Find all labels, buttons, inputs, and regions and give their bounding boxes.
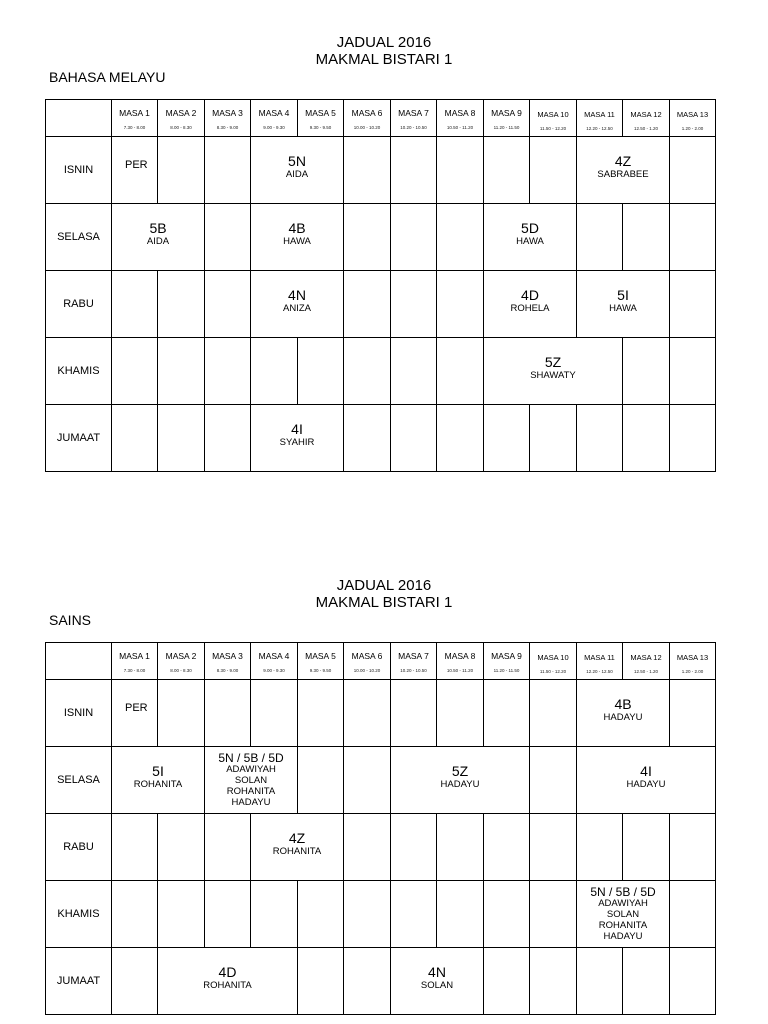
day-row-khamis bbox=[46, 881, 716, 948]
slot-cell bbox=[298, 948, 344, 1015]
day-row-selasa bbox=[46, 747, 716, 814]
slot-cell bbox=[112, 881, 158, 948]
slot-cell bbox=[205, 680, 251, 747]
period-header: MASA 5 9.30 - 9.50 bbox=[298, 100, 344, 137]
slot-cell bbox=[530, 680, 577, 747]
period-header: MASA 12 12.50 - 1.20 bbox=[623, 100, 670, 137]
lab-name: MAKMAL BISTARI 1 bbox=[315, 51, 453, 68]
day-row-rabu bbox=[46, 271, 716, 338]
period-header: MASA 7 10.20 - 10.50 bbox=[391, 643, 437, 680]
slot-cell bbox=[670, 814, 716, 881]
slot-cell bbox=[158, 271, 205, 338]
booking-cell: 4N SOLAN bbox=[391, 948, 484, 1015]
period-header: MASA 3 8.30 - 9.00 bbox=[205, 643, 251, 680]
booking-cell: 4D ROHELA bbox=[484, 271, 577, 338]
header-row bbox=[46, 100, 716, 137]
slot-cell bbox=[577, 204, 623, 271]
slot-cell bbox=[623, 814, 670, 881]
slot-cell bbox=[530, 881, 577, 948]
period-header: MASA 11 12.20 - 12.50 bbox=[577, 643, 623, 680]
slot-cell bbox=[112, 405, 158, 472]
booking-cell: 4I HADAYU bbox=[577, 747, 716, 814]
day-label: ISNIN bbox=[46, 680, 112, 747]
booking-cell: 5B AIDA bbox=[112, 204, 205, 271]
booking-cell: 4I SYAHIR bbox=[251, 405, 344, 472]
period-header: MASA 2 8.00 - 8.30 bbox=[158, 643, 205, 680]
slot-cell bbox=[437, 881, 484, 948]
slot-cell bbox=[623, 338, 670, 405]
slot-cell bbox=[437, 680, 484, 747]
day-label: RABU bbox=[46, 814, 112, 881]
booking-cell: 4B HAWA bbox=[251, 204, 344, 271]
booking-cell: 5D HAWA bbox=[484, 204, 577, 271]
period-header: MASA 3 8.30 - 9.00 bbox=[205, 100, 251, 137]
booking-cell: 4Z ROHANITA bbox=[251, 814, 344, 881]
booking-cell: 4D ROHANITA bbox=[158, 948, 298, 1015]
day-row-jumaat bbox=[46, 405, 716, 472]
period-header: MASA 12 12.50 - 1.20 bbox=[623, 643, 670, 680]
slot-cell bbox=[112, 948, 158, 1015]
lab-name: MAKMAL BISTARI 1 bbox=[315, 594, 453, 611]
timetable-sains bbox=[45, 642, 716, 1015]
slot-cell bbox=[251, 680, 298, 747]
day-row-selasa bbox=[46, 204, 716, 271]
day-row-isnin bbox=[46, 137, 716, 204]
slot-cell bbox=[344, 204, 391, 271]
slot-cell bbox=[484, 405, 530, 472]
slot-cell bbox=[205, 204, 251, 271]
day-label: KHAMIS bbox=[46, 881, 112, 948]
slot-cell bbox=[670, 204, 716, 271]
day-label: ISNIN bbox=[46, 137, 112, 204]
period-header: MASA 2 8.00 - 8.30 bbox=[158, 100, 205, 137]
slot-cell bbox=[484, 137, 530, 204]
timetable-bahasa-melayu bbox=[45, 99, 716, 472]
day-row-isnin bbox=[46, 680, 716, 747]
slot-cell bbox=[391, 881, 437, 948]
period-header: MASA 11 12.20 - 12.50 bbox=[577, 100, 623, 137]
day-label: SELASA bbox=[46, 747, 112, 814]
subject-label: SAINS bbox=[49, 612, 92, 628]
booking-cell: 5N / 5B / 5D ADAWIYAH SOLAN ROHANITA HADAYU bbox=[577, 881, 670, 948]
slot-cell bbox=[205, 338, 251, 405]
period-header: MASA 13 1.20 - 2.00 bbox=[670, 100, 716, 137]
day-row-rabu bbox=[46, 814, 716, 881]
period-header: MASA 8 10.50 - 11.20 bbox=[437, 100, 484, 137]
slot-cell bbox=[205, 814, 251, 881]
slot-cell: PER bbox=[112, 680, 158, 747]
slot-cell bbox=[670, 137, 716, 204]
slot-cell bbox=[391, 137, 437, 204]
day-label: SELASA bbox=[46, 204, 112, 271]
slot-cell bbox=[158, 338, 205, 405]
slot-cell bbox=[577, 405, 623, 472]
period-header: MASA 4 9.00 - 9.30 bbox=[251, 643, 298, 680]
booking-cell: 5I ROHANITA bbox=[112, 747, 205, 814]
slot-cell bbox=[530, 405, 577, 472]
slot-cell bbox=[205, 271, 251, 338]
slot-cell bbox=[670, 271, 716, 338]
day-label: JUMAAT bbox=[46, 948, 112, 1015]
slot-cell bbox=[577, 948, 623, 1015]
slot-cell bbox=[251, 881, 298, 948]
slot-cell bbox=[484, 881, 530, 948]
slot-cell bbox=[205, 137, 251, 204]
booking-cell: 4N ANIZA bbox=[251, 271, 344, 338]
corner-cell bbox=[46, 100, 112, 137]
slot-cell bbox=[670, 881, 716, 948]
slot-cell bbox=[158, 680, 205, 747]
period-header: MASA 1 7.30 - 8.00 bbox=[112, 643, 158, 680]
slot-cell bbox=[391, 204, 437, 271]
period-header: MASA 8 10.50 - 11.20 bbox=[437, 643, 484, 680]
slot-cell bbox=[530, 747, 577, 814]
slot-cell bbox=[530, 948, 577, 1015]
period-header: MASA 9 11.20 - 11.50 bbox=[484, 643, 530, 680]
slot-cell bbox=[437, 814, 484, 881]
slot-cell bbox=[623, 948, 670, 1015]
slot-cell bbox=[437, 204, 484, 271]
slot-cell bbox=[391, 814, 437, 881]
corner-cell bbox=[46, 643, 112, 680]
slot-cell bbox=[437, 405, 484, 472]
slot-cell bbox=[577, 814, 623, 881]
period-header: MASA 4 9.00 - 9.30 bbox=[251, 100, 298, 137]
slot-cell bbox=[251, 338, 298, 405]
subject-label: BAHASA MELAYU bbox=[49, 69, 166, 85]
booking-cell: 5Z HADAYU bbox=[391, 747, 530, 814]
period-header: MASA 9 11.20 - 11.50 bbox=[484, 100, 530, 137]
period-header: MASA 1 7.30 - 8.00 bbox=[112, 100, 158, 137]
slot-cell bbox=[484, 680, 530, 747]
slot-cell bbox=[344, 271, 391, 338]
slot-cell bbox=[344, 405, 391, 472]
slot-cell bbox=[344, 680, 391, 747]
slot-cell bbox=[112, 271, 158, 338]
slot-cell bbox=[670, 680, 716, 747]
slot-cell bbox=[623, 204, 670, 271]
booking-cell: 4B HADAYU bbox=[577, 680, 670, 747]
period-header: MASA 6 10.00 - 10.20 bbox=[344, 100, 391, 137]
timetable-title: JADUAL 2016 bbox=[336, 577, 432, 594]
slot-cell bbox=[344, 881, 391, 948]
slot-cell bbox=[344, 747, 391, 814]
slot-cell bbox=[437, 137, 484, 204]
slot-cell bbox=[158, 405, 205, 472]
booking-cell: 5I HAWA bbox=[577, 271, 670, 338]
slot-cell bbox=[670, 948, 716, 1015]
header-row bbox=[46, 643, 716, 680]
period-header: MASA 6 10.00 - 10.20 bbox=[344, 643, 391, 680]
slot-cell bbox=[623, 405, 670, 472]
period-header: MASA 13 1.20 - 2.00 bbox=[670, 643, 716, 680]
booking-cell: 5Z SHAWATY bbox=[484, 338, 623, 405]
slot-cell bbox=[344, 948, 391, 1015]
slot-cell bbox=[391, 405, 437, 472]
slot-cell bbox=[391, 338, 437, 405]
slot-cell bbox=[344, 338, 391, 405]
slot-cell bbox=[158, 814, 205, 881]
day-row-khamis bbox=[46, 338, 716, 405]
slot-cell bbox=[391, 271, 437, 338]
day-row-jumaat bbox=[46, 948, 716, 1015]
slot-cell bbox=[484, 948, 530, 1015]
slot-cell bbox=[298, 881, 344, 948]
period-header: MASA 5 9.30 - 9.50 bbox=[298, 643, 344, 680]
slot-cell bbox=[530, 814, 577, 881]
slot-cell bbox=[670, 338, 716, 405]
slot-cell bbox=[437, 271, 484, 338]
slot-cell bbox=[344, 814, 391, 881]
slot-cell bbox=[205, 405, 251, 472]
booking-cell: 5N / 5B / 5D ADAWIYAH SOLAN ROHANITA HADAYU bbox=[205, 747, 298, 814]
slot-cell bbox=[344, 137, 391, 204]
slot-cell: PER bbox=[112, 137, 158, 204]
day-label: RABU bbox=[46, 271, 112, 338]
slot-cell bbox=[437, 338, 484, 405]
slot-cell bbox=[298, 338, 344, 405]
period-header: MASA 10 11.50 - 12.20 bbox=[530, 643, 577, 680]
slot-cell bbox=[112, 814, 158, 881]
slot-cell bbox=[484, 814, 530, 881]
slot-cell bbox=[298, 680, 344, 747]
slot-cell bbox=[298, 747, 344, 814]
slot-cell bbox=[112, 338, 158, 405]
slot-cell bbox=[205, 881, 251, 948]
day-label: JUMAAT bbox=[46, 405, 112, 472]
day-label: KHAMIS bbox=[46, 338, 112, 405]
booking-cell: 5N AIDA bbox=[251, 137, 344, 204]
timetable-title: JADUAL 2016 bbox=[336, 34, 432, 51]
slot-cell bbox=[158, 881, 205, 948]
slot-cell bbox=[158, 137, 205, 204]
period-header: MASA 10 11.50 - 12.20 bbox=[530, 100, 577, 137]
slot-cell bbox=[391, 680, 437, 747]
period-header: MASA 7 10.20 - 10.50 bbox=[391, 100, 437, 137]
slot-cell bbox=[530, 137, 577, 204]
booking-cell: 4Z SABRABEE bbox=[577, 137, 670, 204]
slot-cell bbox=[670, 405, 716, 472]
